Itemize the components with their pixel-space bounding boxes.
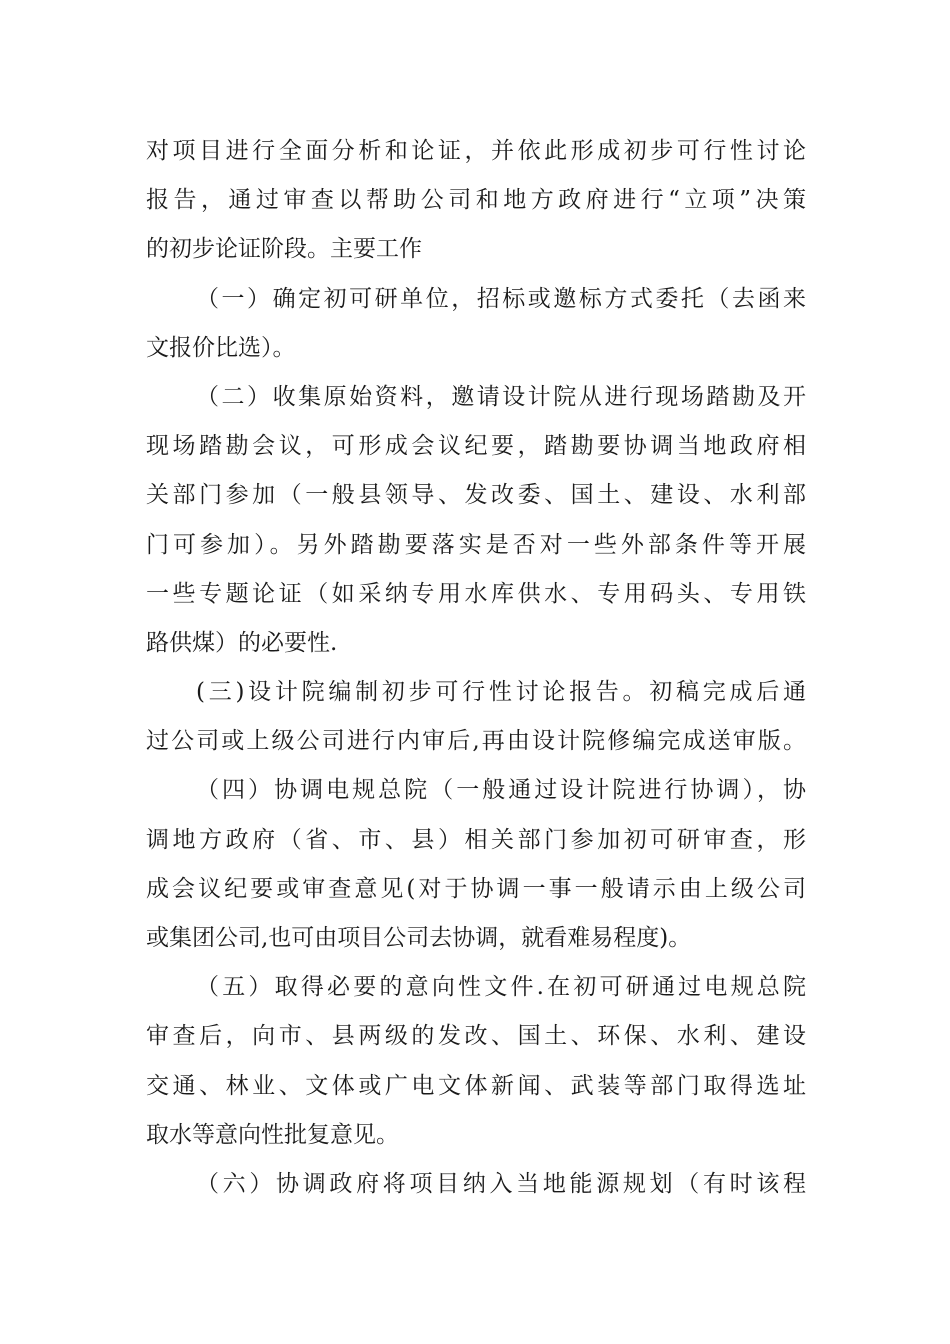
- text-line: 路供煤）的必要性.: [146, 629, 338, 656]
- paragraph-item-2: [146, 373, 806, 668]
- text-line: 过公司或上级公司进行内审后,再由设计院修编完成送审版。: [146, 728, 806, 755]
- text-line: （四）协调电规总院（一般通过设计院进行协调），协: [196, 777, 806, 804]
- text-line: 文报价比选）。: [146, 334, 296, 361]
- paragraph-item-4: [146, 766, 806, 963]
- text-line: 交通、林业、文体或广电文体新闻、武装等部门取得选址: [146, 1072, 806, 1099]
- paragraph-item-6: [146, 1160, 806, 1209]
- text-line: 对项目进行全面分析和论证，并依此形成初步可行性讨论: [146, 138, 806, 164]
- text-line: 的初步论证阶段。主要工作: [146, 236, 422, 263]
- text-line: 或集团公司,也可由项目公司去协调，就看难易程度)。: [146, 925, 692, 951]
- text-line: 关部门参加（一般县领导、发改委、国土、建设、水利部: [146, 482, 806, 509]
- text-line: 成会议纪要或审查意见(对于协调一事一般请示由上级公司: [146, 875, 806, 902]
- text-line: 门可参加）。另外踏勘要落实是否对一些外部条件等开展: [146, 531, 806, 558]
- text-line: (三)设计院编制初步可行性讨论报告。初稿完成后通: [196, 679, 806, 706]
- document-body: [146, 127, 806, 1209]
- text-line: 取水等意向性批复意见。: [146, 1121, 399, 1148]
- text-line: （一）确定初可研单位，招标或邀标方式委托（去函来: [196, 285, 806, 312]
- text-line: （六）协调政府将项目纳入当地能源规划（有时该程: [196, 1170, 806, 1197]
- text-line: （五）取得必要的意向性文件.在初可研通过电规总院: [196, 974, 806, 1001]
- paragraph-item-3: [146, 668, 806, 766]
- text-line: 报告，通过审查以帮助公司和地方政府进行“立项”决策: [146, 187, 806, 214]
- text-line: 调地方政府（省、市、县）相关部门参加初可研审查，形: [146, 826, 806, 853]
- text-line: 现场踏勘会议，可形成会议纪要，踏勘要协调当地政府相: [146, 433, 806, 460]
- paragraph-item-1: [146, 275, 806, 373]
- paragraph-item-5: [146, 963, 806, 1160]
- text-line: 一些专题论证（如采纳专用水库供水、专用码头、专用铁: [146, 580, 806, 607]
- text-line: 审查后，向市、县两级的发改、国土、环保、水利、建设: [146, 1023, 806, 1050]
- text-line: （二）收集原始资料，邀请设计院从进行现场踏勘及开: [196, 383, 806, 410]
- paragraph-intro: [146, 127, 806, 275]
